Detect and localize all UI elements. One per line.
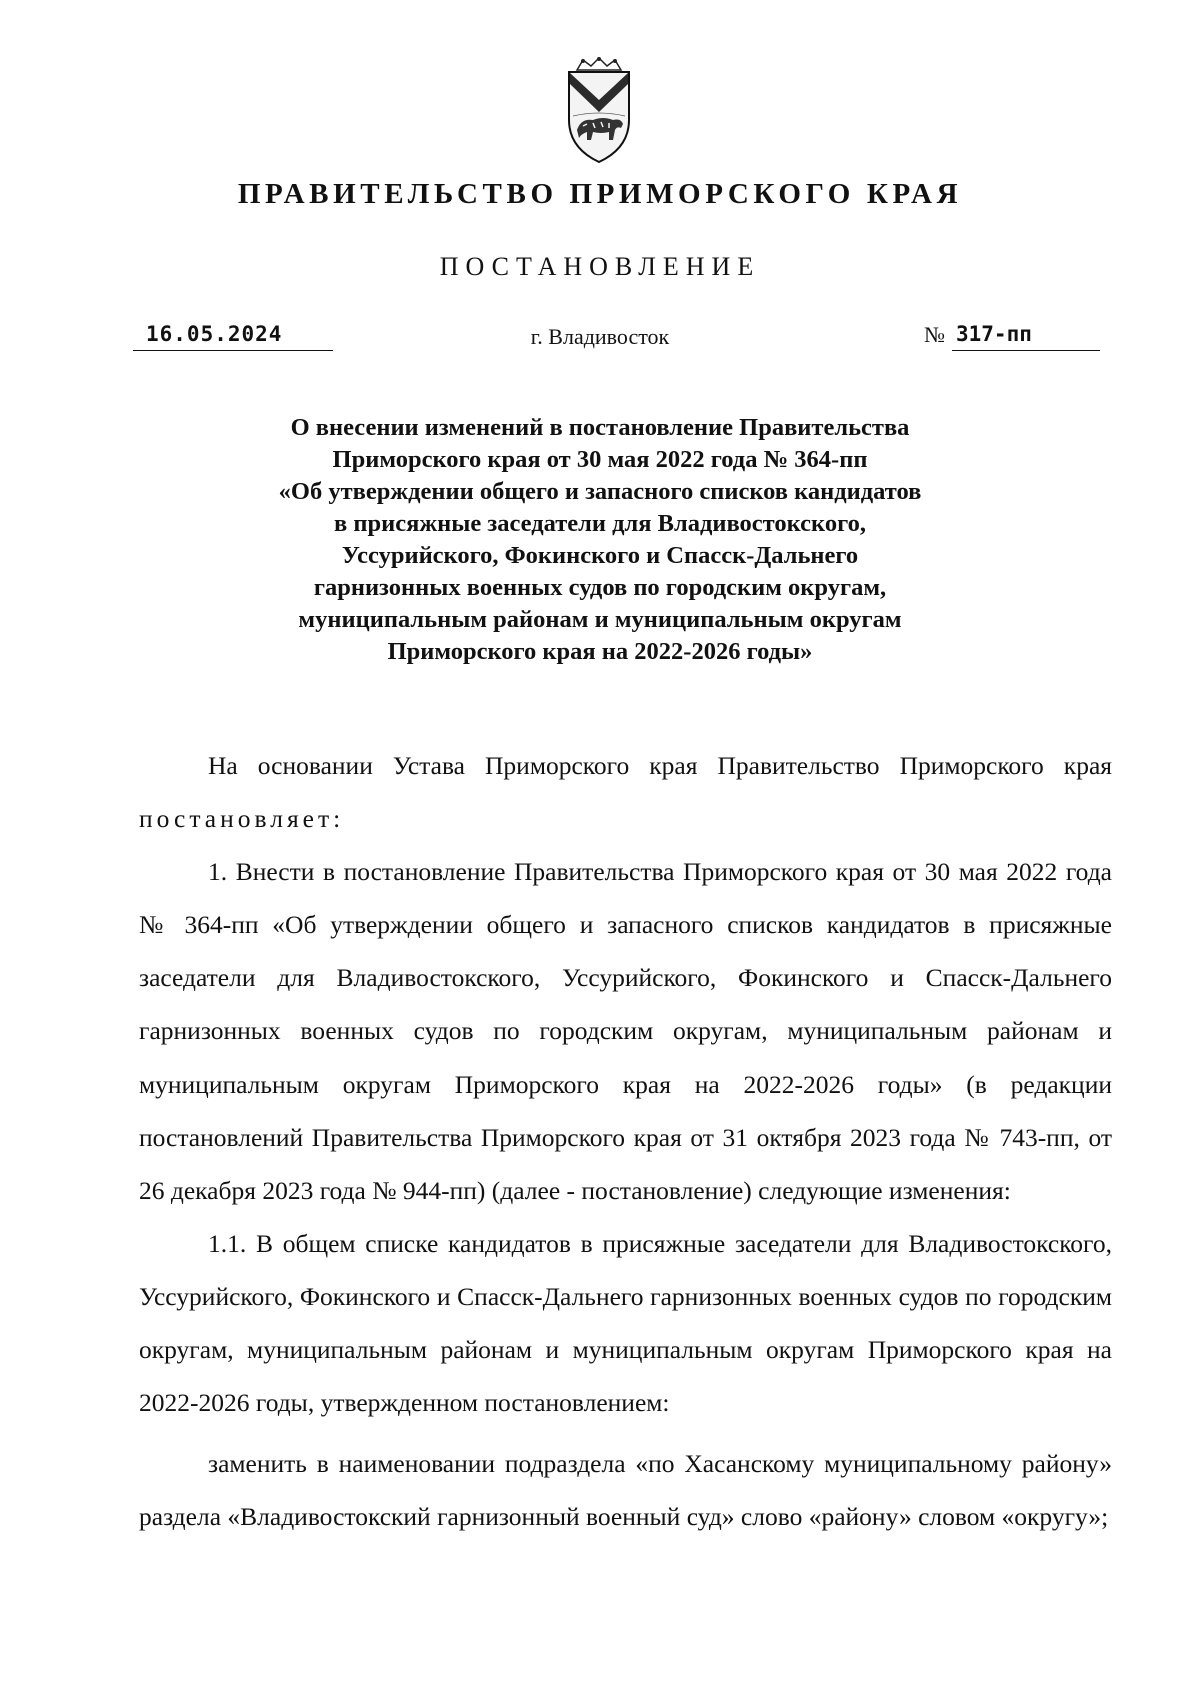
item-1-1-paragraph: 1.1. В общем списке кандидатов в присяжные заседатели для Владивостокского, Уссурийского, Фокинского и Спасск-Дальнего гарнизонных военных судов по городским округам, муниципальным районам и муниципальным округам Приморского края на 2022-2026 годы, утвержденном постановлением: xyxy=(139,1228,1112,1418)
document-date: 16.05.2024 xyxy=(133,322,333,351)
document-city: г. Владивосток xyxy=(530,324,670,349)
item-1-paragraph: 1. Внести в постановление Правительства Приморского края от 30 мая 2022 года № 364-пп «Об утверждении общего и запасного списков кандидатов в присяжные заседатели для Владивостокского, Уссурийского, Фокинского и Спасск-Дальнего гарнизонных военных судов по городским округам, муниципальным районам и муниципальным округам Приморского края на 2022-2026 годы» (в редакции постановлений Правительства Приморского края от 31 октября 2023 года № 743-пп, от 26 декабря 2023 года № 944-пп) (далее - постановление) следующие изменения: xyxy=(139,857,1112,1205)
document-body xyxy=(139,739,1112,1543)
preamble-paragraph xyxy=(139,739,1112,845)
number-sign: № xyxy=(924,322,945,347)
preamble-text: На основании Устава Приморского края Правительство Приморского края xyxy=(208,751,1112,780)
coat-of-arms-icon xyxy=(563,56,635,166)
organization-title: ПРАВИТЕЛЬСТВО ПРИМОРСКОГО КРАЯ xyxy=(237,178,963,210)
subject-line: «Об утверждении общего и запасного списков кандидатов xyxy=(278,478,922,505)
subject-line: Уссурийского, Фокинского и Спасск-Дальнего xyxy=(341,542,859,569)
document-number: 317-пп xyxy=(952,322,1100,351)
subject-line: в присяжные заседатели для Владивостокского, xyxy=(334,510,866,537)
replace-paragraph: заменить в наименовании подраздела «по Хасанскому муниципальному району» раздела «Владивостокский гарнизонный военный суд» слово «району» словом «округу»; xyxy=(139,1449,1112,1532)
subject-line: гарнизонных военных судов по городским округам, xyxy=(313,574,887,601)
subject-line: муниципальным районам и муниципальным округам xyxy=(298,606,902,633)
subject-line: Приморского края от 30 мая 2022 года № 364-пп xyxy=(332,446,868,473)
subject-line: О внесении изменений в постановление Правительства xyxy=(290,414,910,441)
document-subject xyxy=(160,412,1040,668)
preamble-resolves: постановляет: xyxy=(139,804,345,834)
document-type: ПОСТАНОВЛЕНИЕ xyxy=(439,252,761,281)
subject-line: Приморского края на 2022-2026 годы» xyxy=(387,638,813,665)
